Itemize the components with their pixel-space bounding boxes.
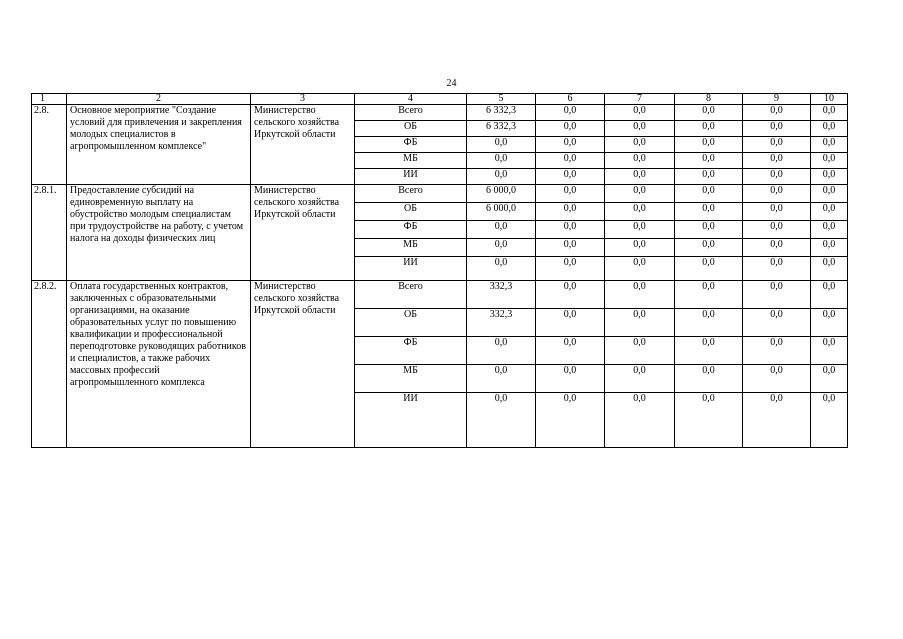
value-cell: 0,0 bbox=[536, 257, 605, 281]
value-cell: 0,0 bbox=[811, 309, 848, 337]
value-cell: 0,0 bbox=[536, 121, 605, 137]
value-cell: 0,0 bbox=[675, 221, 743, 239]
funding-source: МБ bbox=[355, 153, 467, 169]
value-cell: 0,0 bbox=[467, 365, 536, 393]
value-cell: 0,0 bbox=[743, 281, 811, 309]
header-cell: 5 bbox=[467, 94, 536, 105]
table-row bbox=[32, 105, 848, 121]
value-cell: 0,0 bbox=[675, 105, 743, 121]
value-cell: 0,0 bbox=[467, 137, 536, 153]
value-cell: 0,0 bbox=[467, 337, 536, 365]
value-cell: 0,0 bbox=[605, 137, 675, 153]
value-cell: 0,0 bbox=[811, 137, 848, 153]
item-name: Предоставление субсидий на единовременную выплату на обустройство молодым специалистам при трудоустройстве на работу, с учетом налога на доходы физических лиц bbox=[67, 185, 251, 281]
value-cell: 0,0 bbox=[811, 221, 848, 239]
header-cell: 4 bbox=[355, 94, 467, 105]
page-number: 24 bbox=[446, 78, 457, 89]
value-cell: 0,0 bbox=[675, 121, 743, 137]
item-name: Основное мероприятие "Создание условий для привлечения и закрепления молодых специалистов в агропромышленном комплексе" bbox=[67, 105, 251, 185]
value-cell: 0,0 bbox=[675, 309, 743, 337]
value-cell: 0,0 bbox=[536, 169, 605, 185]
value-cell: 0,0 bbox=[536, 105, 605, 121]
program-table bbox=[31, 93, 848, 448]
value-cell: 0,0 bbox=[743, 105, 811, 121]
value-cell: 0,0 bbox=[536, 309, 605, 337]
value-cell: 0,0 bbox=[675, 257, 743, 281]
item-name: Оплата государственных контрактов, заключенных с образовательными организациями, на оказание образовательных услуг по повышению квалификации и профессиональной переподготовке руководящих работников и специалистов, а также рабочих массовых профессий агропромышленного комплекса bbox=[67, 281, 251, 448]
funding-source: ФБ bbox=[355, 337, 467, 365]
value-cell: 0,0 bbox=[743, 257, 811, 281]
value-cell: 0,0 bbox=[743, 221, 811, 239]
value-cell: 0,0 bbox=[811, 169, 848, 185]
funding-source: ФБ bbox=[355, 137, 467, 153]
value-cell: 0,0 bbox=[605, 393, 675, 448]
funding-source: ОБ bbox=[355, 309, 467, 337]
value-cell: 0,0 bbox=[605, 365, 675, 393]
value-cell: 0,0 bbox=[811, 203, 848, 221]
value-cell: 0,0 bbox=[605, 281, 675, 309]
header-cell: 1 bbox=[32, 94, 67, 105]
value-cell: 0,0 bbox=[675, 137, 743, 153]
header-cell: 6 bbox=[536, 94, 605, 105]
value-cell: 0,0 bbox=[536, 337, 605, 365]
value-cell: 0,0 bbox=[467, 221, 536, 239]
value-cell: 0,0 bbox=[811, 121, 848, 137]
value-cell: 0,0 bbox=[743, 337, 811, 365]
value-cell: 0,0 bbox=[743, 121, 811, 137]
funding-source: ОБ bbox=[355, 203, 467, 221]
value-cell: 0,0 bbox=[467, 393, 536, 448]
value-cell: 0,0 bbox=[811, 185, 848, 203]
value-cell: 0,0 bbox=[536, 203, 605, 221]
table-row bbox=[32, 281, 848, 309]
value-cell: 0,0 bbox=[605, 121, 675, 137]
value-cell: 0,0 bbox=[811, 365, 848, 393]
value-cell: 332,3 bbox=[467, 281, 536, 309]
header-cell: 7 bbox=[605, 94, 675, 105]
value-cell: 0,0 bbox=[743, 309, 811, 337]
value-cell: 0,0 bbox=[675, 365, 743, 393]
header-cell: 2 bbox=[67, 94, 251, 105]
value-cell: 0,0 bbox=[675, 203, 743, 221]
value-cell: 0,0 bbox=[743, 137, 811, 153]
value-cell: 332,3 bbox=[467, 309, 536, 337]
value-cell: 0,0 bbox=[605, 257, 675, 281]
value-cell: 0,0 bbox=[743, 239, 811, 257]
value-cell: 6 000,0 bbox=[467, 203, 536, 221]
value-cell: 6 000,0 bbox=[467, 185, 536, 203]
value-cell: 0,0 bbox=[605, 105, 675, 121]
value-cell: 0,0 bbox=[811, 337, 848, 365]
item-executor: Министерство сельского хозяйства Иркутской области bbox=[251, 105, 355, 185]
value-cell: 0,0 bbox=[536, 393, 605, 448]
value-cell: 0,0 bbox=[811, 239, 848, 257]
funding-source: ФБ bbox=[355, 221, 467, 239]
value-cell: 0,0 bbox=[467, 257, 536, 281]
value-cell: 0,0 bbox=[605, 309, 675, 337]
header-cell: 10 bbox=[811, 94, 848, 105]
value-cell: 0,0 bbox=[467, 169, 536, 185]
item-executor: Министерство сельского хозяйства Иркутской области bbox=[251, 185, 355, 281]
value-cell: 0,0 bbox=[743, 169, 811, 185]
item-code: 2.8.1. bbox=[32, 185, 67, 281]
value-cell: 0,0 bbox=[467, 153, 536, 169]
value-cell: 0,0 bbox=[811, 281, 848, 309]
value-cell: 0,0 bbox=[743, 203, 811, 221]
header-cell: 3 bbox=[251, 94, 355, 105]
value-cell: 0,0 bbox=[743, 185, 811, 203]
value-cell: 0,0 bbox=[536, 153, 605, 169]
header-cell: 9 bbox=[743, 94, 811, 105]
value-cell: 0,0 bbox=[605, 203, 675, 221]
funding-source: МБ bbox=[355, 365, 467, 393]
value-cell: 0,0 bbox=[811, 153, 848, 169]
value-cell: 0,0 bbox=[536, 239, 605, 257]
table-row bbox=[32, 185, 848, 203]
header-row bbox=[32, 94, 848, 105]
value-cell: 0,0 bbox=[536, 137, 605, 153]
value-cell: 0,0 bbox=[811, 393, 848, 448]
value-cell: 0,0 bbox=[675, 153, 743, 169]
funding-source: МБ bbox=[355, 239, 467, 257]
value-cell: 0,0 bbox=[605, 169, 675, 185]
value-cell: 0,0 bbox=[811, 105, 848, 121]
value-cell: 0,0 bbox=[743, 393, 811, 448]
value-cell: 0,0 bbox=[536, 185, 605, 203]
value-cell: 0,0 bbox=[675, 337, 743, 365]
value-cell: 0,0 bbox=[675, 239, 743, 257]
value-cell: 0,0 bbox=[605, 221, 675, 239]
value-cell: 0,0 bbox=[467, 239, 536, 257]
funding-source: Всего bbox=[355, 185, 467, 203]
item-code: 2.8. bbox=[32, 105, 67, 185]
funding-source: Всего bbox=[355, 281, 467, 309]
item-executor: Министерство сельского хозяйства Иркутской области bbox=[251, 281, 355, 448]
value-cell: 0,0 bbox=[743, 153, 811, 169]
value-cell: 0,0 bbox=[605, 153, 675, 169]
value-cell: 0,0 bbox=[675, 169, 743, 185]
value-cell: 6 332,3 bbox=[467, 105, 536, 121]
item-code: 2.8.2. bbox=[32, 281, 67, 448]
value-cell: 0,0 bbox=[675, 185, 743, 203]
value-cell: 0,0 bbox=[743, 365, 811, 393]
value-cell: 0,0 bbox=[675, 393, 743, 448]
value-cell: 0,0 bbox=[811, 257, 848, 281]
funding-source: ИИ bbox=[355, 257, 467, 281]
value-cell: 0,0 bbox=[605, 337, 675, 365]
value-cell: 0,0 bbox=[536, 365, 605, 393]
value-cell: 0,0 bbox=[675, 281, 743, 309]
value-cell: 6 332,3 bbox=[467, 121, 536, 137]
value-cell: 0,0 bbox=[605, 185, 675, 203]
value-cell: 0,0 bbox=[605, 239, 675, 257]
value-cell: 0,0 bbox=[536, 221, 605, 239]
funding-source: ИИ bbox=[355, 169, 467, 185]
funding-source: Всего bbox=[355, 105, 467, 121]
funding-source: ОБ bbox=[355, 121, 467, 137]
header-cell: 8 bbox=[675, 94, 743, 105]
funding-source: ИИ bbox=[355, 393, 467, 448]
value-cell: 0,0 bbox=[536, 281, 605, 309]
